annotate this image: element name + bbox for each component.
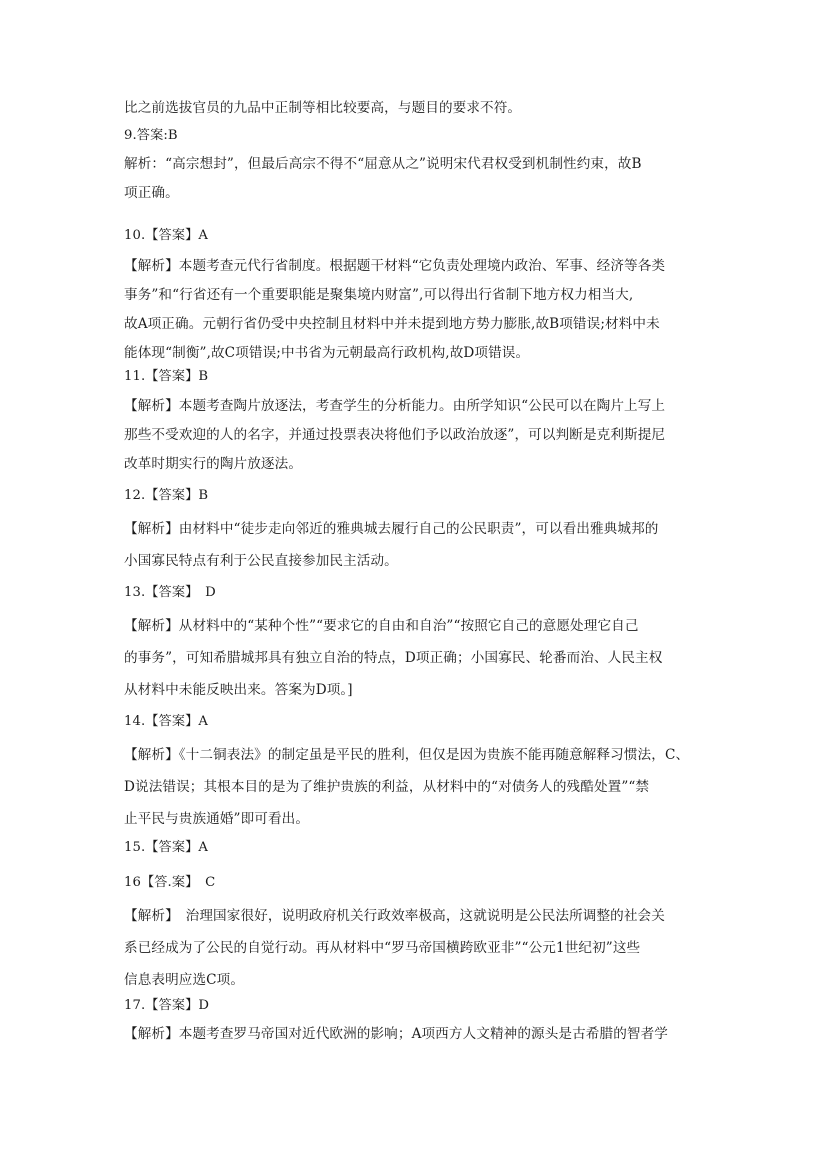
answer-line: 16【答.案】 C	[124, 875, 216, 890]
answer-line: 13.【答案】 D	[124, 585, 216, 600]
text-line: 止平民与贵族通婚”即可看出。	[124, 811, 310, 827]
text-line: 信息表明应选C项。	[124, 972, 245, 988]
answer-line: 11.【答案】B	[124, 369, 209, 384]
text-line: 比之前选拔官员的九品中正制等相比较要高，与题目的要求不符。	[124, 100, 522, 116]
text-line: 的事务”，可知希腊城邦具有独立自治的特点，D项正确；小国寡民、轮番而治、人民主权	[124, 650, 663, 666]
text-line: 故A项正确。元朝行省仍受中央控制且材料中并未提到地方势力膨胀,故B项错误;材料中未	[124, 316, 660, 332]
text-line: 改革时期实行的陶片放逐法。	[124, 456, 303, 472]
text-line: 【解析】《十二铜表法》的制定虽是平民的胜利，但仅是因为贵族不能再随意解释习惯法，C、	[124, 747, 690, 763]
text-line: 【解析】从材料中的“某种个性”“要求它的自由和自治”“按照它自己的意愿处理它自己	[124, 618, 639, 634]
answer-line: 12.【答案】B	[124, 488, 209, 503]
text-line: 小国寡民特点有利于公民直接参加民主活动。	[124, 553, 398, 569]
text-line: 【解析】本题考查陶片放逐法，考查学生的分析能力。由所学知识“公民可以在陶片上写上	[124, 398, 666, 414]
text-line: 【解析】由材料中“徒步走向邻近的雅典城去履行自己的公民职责”，可以看出雅典城邦的	[124, 521, 659, 537]
text-line: 事务”和“行省还有一个重要职能是聚集境内财富”,可以得出行省制下地方权力相当大,	[124, 287, 634, 303]
answer-line: 9.答案:B	[124, 128, 178, 143]
text-line: 系已经成为了公民的自觉行动。再从材料中“罗马帝国横跨欧亚非”“公元1世纪初”这些	[124, 940, 641, 956]
answer-line: 15.【答案】A	[124, 840, 209, 855]
answer-line: 10.【答案】A	[124, 228, 209, 243]
text-line: 从材料中未能反映出来。答案为D项。]	[124, 682, 353, 698]
text-line: 【解析】本题考查罗马帝国对近代欧洲的影响；A项西方人文精神的源头是古希腊的智者学	[124, 1026, 668, 1042]
text-line: 解析：“高宗想封”，但最后高宗不得不“屈意从之”说明宋代君权受到机制性约束，故B	[124, 156, 642, 172]
text-line: 能体现“制衡”,故C项错误;中书省为元朝最高行政机构,故D项错误。	[124, 345, 530, 361]
text-line: 【解析】 治理国家很好，说明政府机关行政效率极高，这就说明是公民法所调整的社会关	[124, 908, 665, 924]
text-line: 【解析】本题考查元代行省制度。根据题干材料“它负责处理境内政治、军事、经济等各类	[124, 258, 666, 274]
answer-line: 17.【答案】D	[124, 998, 210, 1013]
text-line: 项正确。	[124, 185, 179, 201]
text-line: 那些不受欢迎的人的名字，并通过投票表决将他们予以政治放逐”，可以判断是克利斯提尼	[124, 427, 666, 443]
answer-line: 14.【答案】A	[124, 714, 209, 729]
text-line: D说法错误；其根本目的是为了维护贵族的利益，从材料中的“对债务人的残酷处置”“禁	[124, 779, 650, 795]
